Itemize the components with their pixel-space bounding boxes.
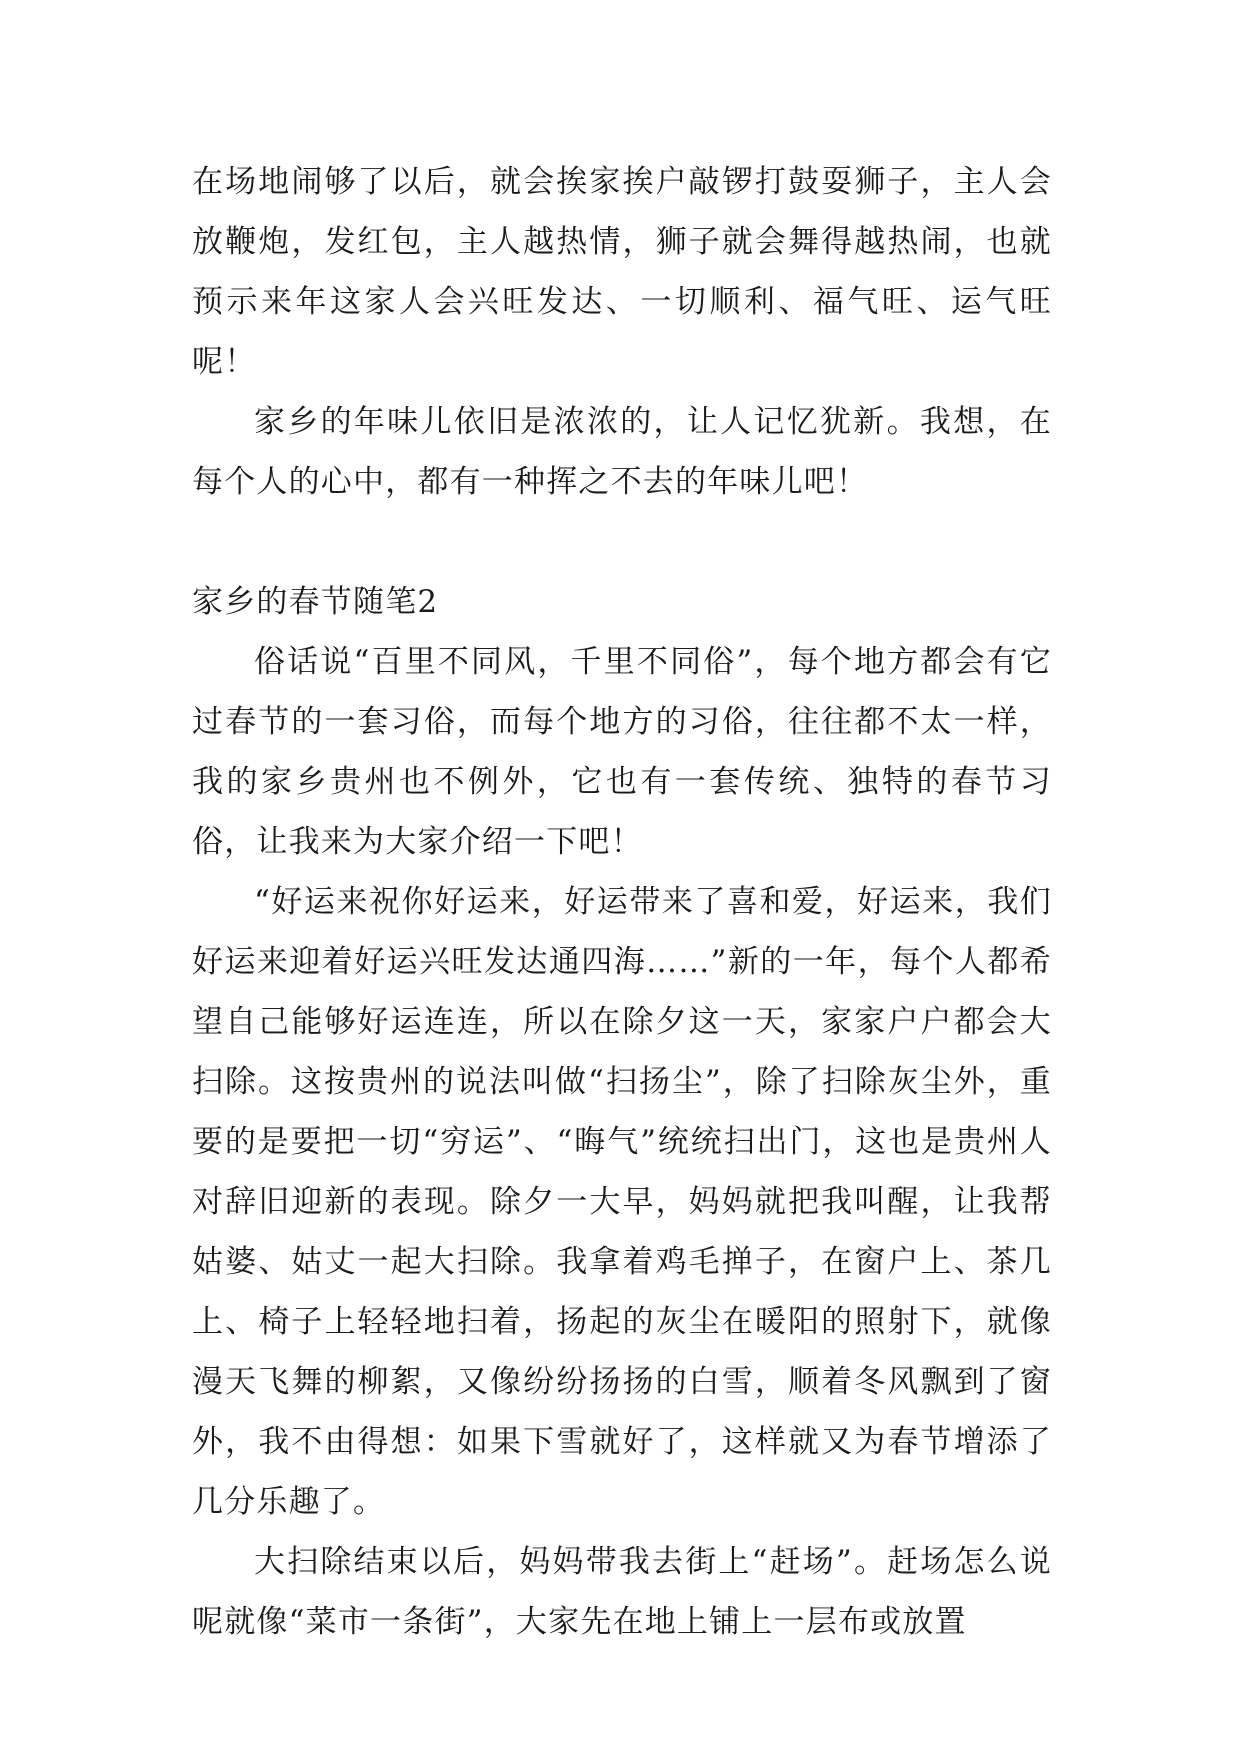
paragraph-market: 大扫除结束以后，妈妈带我去街上“赶场”。赶场怎么说呢就像“菜市一条街”，大家先在地上铺上一层布或放置 [192,1544,1052,1640]
paragraph-nostalgia: 家乡的年味儿依旧是浓浓的，让人记忆犹新。我想，在每个人的心中，都有一种挥之不去的年味儿吧！ [192,404,1052,500]
document-body [192,152,1052,1652]
paragraph-intro: 俗话说“百里不同风，千里不同俗”，每个地方都会有它过春节的一套习俗，而每个地方的习俗，往往都不太一样，我的家乡贵州也不例外，它也有一套传统、独特的春节习俗，让我来为大家介绍一下吧！ [192,644,1052,860]
paragraph-cleaning: “好运来祝你好运来，好运带来了喜和爱，好运来，我们好运来迎着好运兴旺发达通四海……”新的一年，每个人都希望自己能够好运连连，所以在除夕这一天，家家户户都会大扫除。这按贵州的说法叫做“扫扬尘”，除了扫除灰尘外，重要的是要把一切“穷运”、“晦气”统统扫出门，这也是贵州人对辞旧迎新的表现。除夕一大早，妈妈就把我叫醒，让我帮姑婆、姑丈一起大扫除。我拿着鸡毛掸子，在窗户上、茶几上、椅子上轻轻地扫着，扬起的灰尘在暖阳的照射下，就像漫天飞舞的柳絮，又像纷纷扬扬的白雪，顺着冬风飘到了窗外，我不由得想：如果下雪就好了，这样就又为春节增添了几分乐趣了。 [192,884,1052,1520]
section-spacer [192,512,1052,572]
paragraph-continued: 在场地闹够了以后，就会挨家挨户敲锣打鼓耍狮子，主人会放鞭炮，发红包，主人越热情，狮子就会舞得越热闹，也就预示来年这家人会兴旺发达、一切顺利、福气旺、运气旺呢！ [192,164,1052,380]
section-title: 家乡的春节随笔2 [192,584,439,620]
